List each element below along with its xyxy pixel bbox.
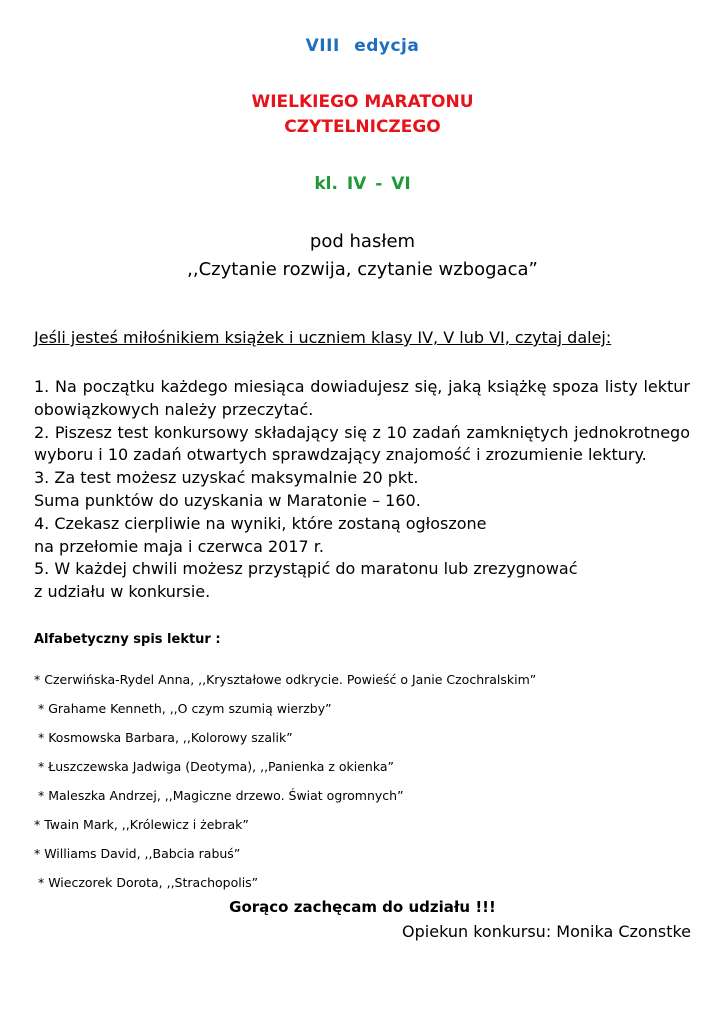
closing-line: Gorąco zachęcam do udziału !!! [229, 898, 496, 916]
rule-line: 3. Za test możesz uzyskać maksymalnie 20 pkt. [34, 468, 419, 488]
rule-line: obowiązkowych należy przeczytać. [34, 399, 314, 419]
marathon-title-line2: CZYTELNICZEGO [284, 117, 441, 137]
reading-list-item: * Czerwińska-Rydel Anna, ,,Kryształowe odkrycie. Powieść o Janie Czochralskim” [34, 672, 537, 687]
rule-line: 1. Na początku każdego miesiąca dowiadujesz się, jaką książkę spoza listy lektur [34, 377, 690, 396]
tutor-signature: Opiekun konkursu: Monika Czonstke [402, 922, 691, 941]
classes-heading: kl. IV - VI [314, 174, 411, 194]
reading-list-item: * Grahame Kenneth, ,,O czym szumią wierzby” [38, 701, 332, 716]
motto-text: ,,Czytanie rozwija, czytanie wzbogaca” [187, 259, 538, 280]
reading-list-item: * Łuszczewska Jadwiga (Deotyma), ,,Panienka z okienka” [38, 759, 395, 774]
rule-line: 4. Czekasz cierpliwie na wyniki, które zostaną ogłoszone [34, 513, 487, 533]
reading-list-item: * Twain Mark, ,,Królewicz i żebrak” [34, 817, 249, 832]
motto-block [0, 228, 725, 284]
reading-list-title: Alfabetyczny spis lektur : [34, 632, 221, 647]
rules-list [34, 376, 690, 604]
marathon-title [0, 90, 725, 140]
reading-list-item: * Maleszka Andrzej, ,,Magiczne drzewo. Świat ogromnych” [38, 788, 404, 803]
reading-list [34, 670, 536, 902]
motto-intro: pod hasłem [309, 231, 416, 252]
reading-list-item: * Kosmowska Barbara, ,,Kolorowy szalik” [38, 730, 293, 745]
rule-line: Suma punktów do uzyskania w Maratonie – 160. [34, 490, 421, 510]
rule-line: z udziału w konkursie. [34, 582, 211, 602]
rule-line: na przełomie maja i czerwca 2017 r. [34, 536, 324, 556]
rule-line: wyboru i 10 zadań otwartych sprawdzający znajomość i zrozumienie lektury. [34, 445, 647, 465]
marathon-title-line1: WIELKIEGO MARATONU [251, 92, 474, 112]
intro-line: Jeśli jesteś miłośnikiem książek i uczniem klasy IV, V lub VI, czytaj dalej: [34, 328, 612, 347]
reading-list-item: * Wieczorek Dorota, ,,Strachopolis” [38, 875, 259, 890]
edition-heading: VIII edycja [305, 36, 420, 56]
rule-line: 5. W każdej chwili możesz przystąpić do maratonu lub zrezygnować [34, 559, 578, 579]
rule-line: 2. Piszesz test konkursowy składający się z 10 zadań zamkniętych jednokrotnego [34, 422, 690, 442]
reading-list-item: * Williams David, ,,Babcia rabuś” [34, 846, 241, 861]
